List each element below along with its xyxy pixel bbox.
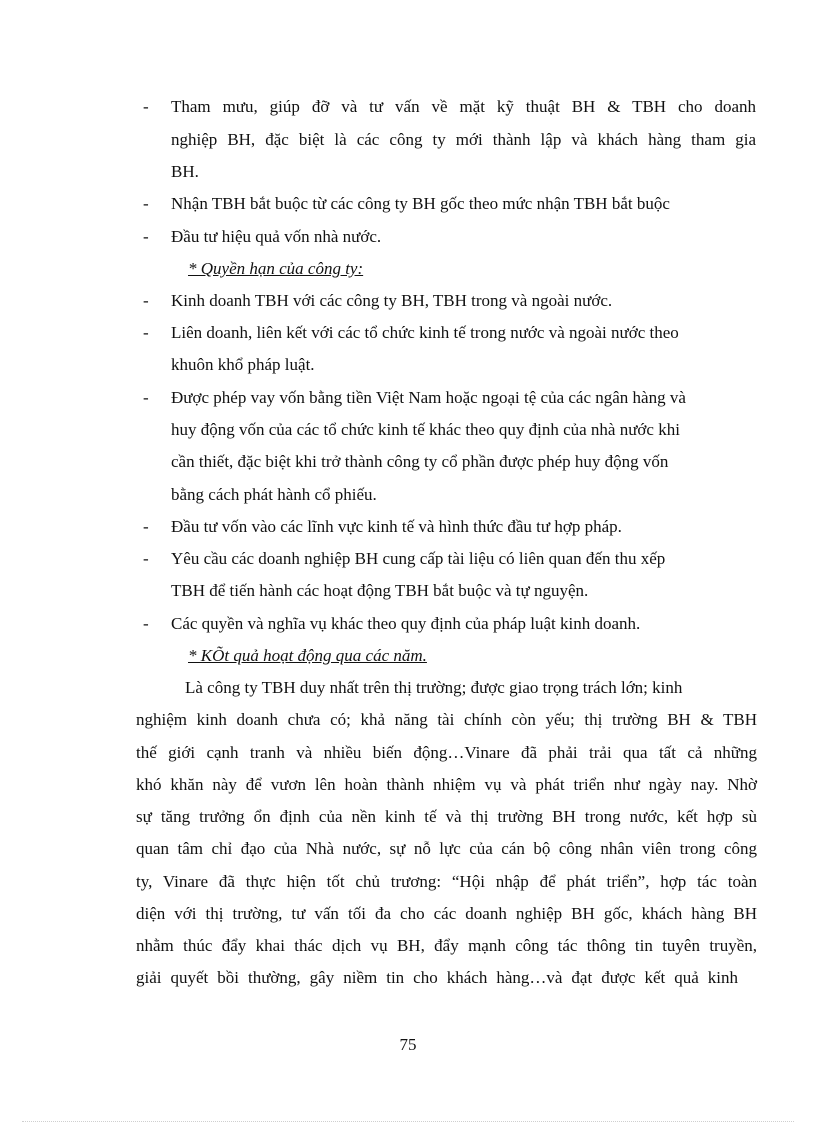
bullet-1-line-2: nghiệp BH, đặc biệt là các công ty mới thành lập và khách hàng tham gia <box>171 130 756 149</box>
bullet-dash: - <box>143 323 149 342</box>
rights-bullet-2-line-2: khuôn khổ pháp luật. <box>171 355 315 374</box>
bullet-1-line-3: BH. <box>171 162 199 181</box>
rights-bullet-4-line-1: Đầu tư vốn vào các lĩnh vực kinh tế và hình thức đầu tư hợp pháp. <box>171 517 622 536</box>
rights-bullet-1-line-1: Kinh doanh TBH với các công ty BH, TBH trong và ngoài nước. <box>171 291 613 310</box>
bullet-dash: - <box>143 614 149 633</box>
paragraph-line-2: nghiệm kinh doanh chưa có; khả năng tài chính còn yếu; thị trường BH & TBH <box>136 710 757 729</box>
page-number: 75 <box>399 1035 417 1054</box>
page-bottom-divider <box>22 1121 794 1122</box>
bullet-dash: - <box>143 517 149 536</box>
bullet-2-line-1: Nhận TBH bắt buộc từ các công ty BH gốc theo mức nhận TBH bắt buộc <box>171 194 670 213</box>
rights-bullet-3-line-1: Được phép vay vốn bằng tiền Việt Nam hoặc ngoại tệ của các ngân hàng và <box>171 388 686 407</box>
heading-rights: * Quyền hạn của công ty: <box>188 259 364 278</box>
bullet-dash: - <box>143 291 149 310</box>
bullet-dash: - <box>143 227 149 246</box>
rights-bullet-3-line-2: huy động vốn của các tổ chức kinh tế khác theo quy định của nhà nước khi <box>171 420 680 439</box>
paragraph-line-6: quan tâm chỉ đạo của Nhà nước, sự nỗ lực của cán bộ công nhân viên trong công <box>136 839 757 858</box>
rights-bullet-5-line-1: Yêu cầu các doanh nghiệp BH cung cấp tài liệu có liên quan đến thu xếp <box>171 549 666 568</box>
paragraph-line-3: thế giới cạnh tranh và nhiều biến động…Vinare đã phải trải qua tất cả những <box>136 743 757 762</box>
rights-bullet-3-line-3: cần thiết, đặc biệt khi trở thành công ty cổ phần được phép huy động vốn <box>171 452 669 471</box>
paragraph-line-8: diện với thị trường, tư vấn tối đa cho các doanh nghiệp BH gốc, khách hàng BH <box>136 904 757 923</box>
bullet-dash: - <box>143 549 149 568</box>
paragraph-line-4: khó khăn này để vươn lên hoàn thành nhiệm vụ và phát triển như ngày nay. Nhờ <box>136 775 757 794</box>
rights-bullet-2-line-1: Liên doanh, liên kết với các tổ chức kinh tế trong nước và ngoài nước theo <box>171 323 679 342</box>
rights-bullet-3-line-4: bằng cách phát hành cổ phiếu. <box>171 485 377 504</box>
heading-results: * KÕt quả hoạt động qua các năm. <box>188 646 427 665</box>
paragraph-line-5: sự tăng trưởng ổn định của nền kinh tế và thị trường BH trong nước, kết hợp sù <box>136 807 757 826</box>
paragraph-line-10: giải quyết bồi thường, gây niềm tin cho khách hàng…và đạt được kết quả kinh <box>136 968 738 987</box>
rights-bullet-6-line-1: Các quyền và nghĩa vụ khác theo quy định của pháp luật kinh doanh. <box>171 614 641 633</box>
bullet-dash: - <box>143 388 149 407</box>
bullet-dash: - <box>143 194 149 213</box>
paragraph-line-9: nhằm thúc đẩy khai thác dịch vụ BH, đẩy mạnh công tác thông tin tuyên truyền, <box>136 936 757 955</box>
bullet-dash: - <box>143 97 149 116</box>
paragraph-line-1: Là công ty TBH duy nhất trên thị trường; được giao trọng trách lớn; kinh <box>185 678 683 697</box>
bullet-3-line-1: Đầu tư hiệu quả vốn nhà nước. <box>171 227 382 246</box>
rights-bullet-5-line-2: TBH để tiến hành các hoạt động TBH bắt buộc và tự nguyện. <box>171 581 589 600</box>
paragraph-line-7: ty, Vinare đã thực hiện tốt chủ trương: “Hội nhập để phát triển”, hợp tác toàn <box>136 872 757 891</box>
bullet-1-line-1: Tham mưu, giúp đỡ và tư vấn về mặt kỹ thuật BH & TBH cho doanh <box>171 97 756 116</box>
